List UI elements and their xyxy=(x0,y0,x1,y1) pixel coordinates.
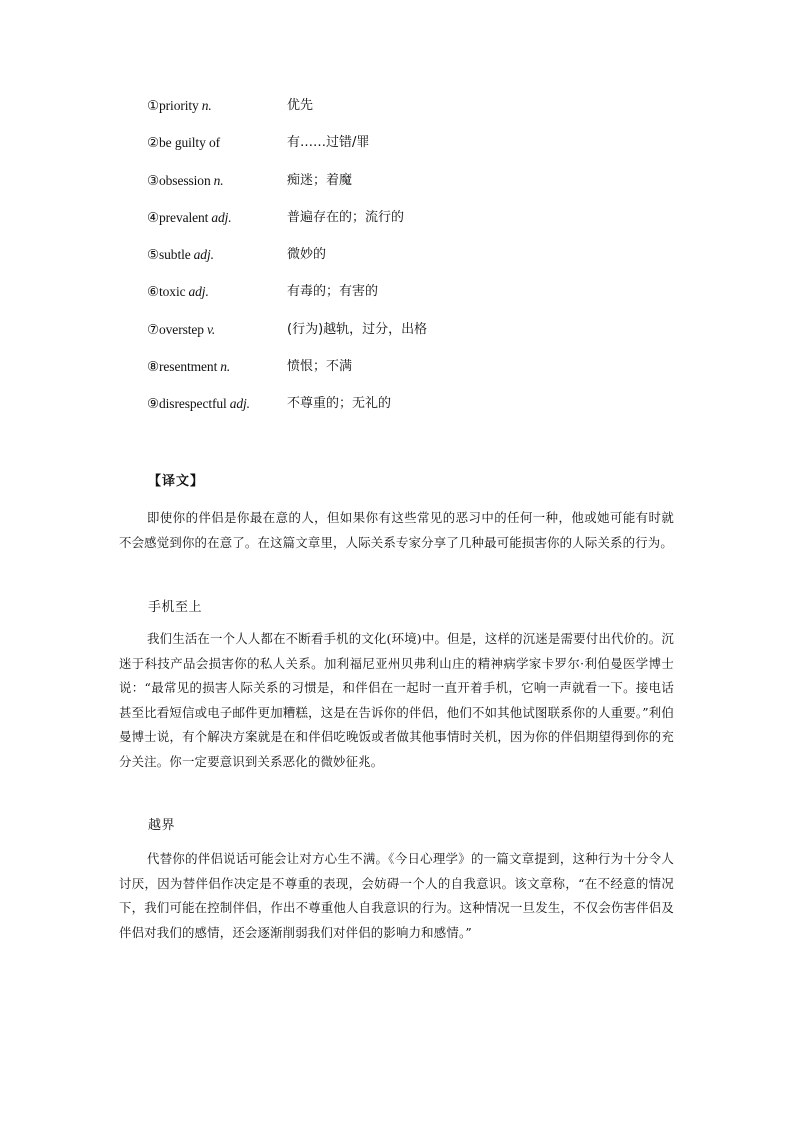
section-paragraph-overstep: 代替你的伴侣说话可能会让对方心生不满。《今日心理学》的一篇文章提到，这种行为十分令人讨厌，因为替伴侣作决定是不尊重的表现，会妨碍一个人的自我意识。该文章称，“在不经意的情况下，我们可能在控制伴侣，作出不尊重他人自我意识的行为。这种情况一旦发生，不仅会伤害伴侣及伴侣对我们的感情，还会逐渐削弱我们对伴侣的影响力和感情。” xyxy=(119,851,674,940)
vocab-item xyxy=(147,97,667,134)
section-heading-phone: 手机至上 xyxy=(148,600,203,615)
vocab-word: ①priority n. xyxy=(147,98,212,113)
intro-paragraph: 即使你的伴侣是你最在意的人，但如果你有这些常见的恶习中的任何一种，他或她可能有时就不会感觉到你的在意了。在这篇文章里，人际关系专家分享了几种最可能损害你的人际关系的行为。 xyxy=(119,510,674,550)
translation-heading: 【译文】 xyxy=(148,474,205,489)
vocab-meaning: 痴迷；着魔 xyxy=(287,172,353,188)
vocab-pos: adj. xyxy=(211,209,232,225)
vocab-pos: adj. xyxy=(193,247,214,263)
vocab-meaning: (行为)越轨，过分，出格 xyxy=(287,321,428,337)
vocab-meaning: 有毒的；有害的 xyxy=(287,284,379,300)
vocab-meaning: 愤恨；不满 xyxy=(287,359,353,375)
vocab-item xyxy=(147,321,667,358)
vocab-meaning: 有……过错/罪 xyxy=(287,135,370,151)
vocab-meaning: 微妙的 xyxy=(287,247,327,263)
vocab-word: ⑦overstep v. xyxy=(147,321,216,337)
vocab-pos: v. xyxy=(206,321,216,337)
vocab-item xyxy=(147,283,667,320)
vocab-word: ⑧resentment n. xyxy=(147,359,231,375)
vocab-item xyxy=(147,209,667,246)
vocabulary-list xyxy=(147,97,667,433)
vocab-word: ④prevalent adj. xyxy=(147,209,232,225)
section-heading-overstep: 越界 xyxy=(148,818,176,833)
section-paragraph-phone: 我们生活在一个人人都在不断看手机的文化(环境)中。但是，这样的沉迷是需要付出代价的。沉迷于科技产品会损害你的私人关系。加利福尼亚州贝弗利山庄的精神病学家卡罗尔·利伯曼医学博士说：“最常见的损害人际关系的习惯是，和伴侣在一起时一直开着手机，它响一声就看一下。接电话甚至比看短信或电子邮件更加糟糕，这是在告诉你的伴侣，他们不如其他试图联系你的人重要。”利伯曼博士说，有个解决方案就是在和伴侣吃晚饭或者做其他事情时关机，因为你的伴侣期望得到你的充分关注。你一定要意识到关系恶化的微妙征兆。 xyxy=(119,631,674,769)
vocab-word: ⑤subtle adj. xyxy=(147,247,214,263)
vocab-item xyxy=(147,358,667,395)
vocab-word: ⑥toxic adj. xyxy=(147,284,209,300)
vocab-pos: n. xyxy=(201,98,212,113)
vocab-word: ③obsession n. xyxy=(147,172,224,188)
vocab-meaning: 优先 xyxy=(287,98,314,113)
vocab-word: ②be guilty of xyxy=(147,135,221,151)
vocab-pos: n. xyxy=(213,172,224,188)
vocab-meaning: 不尊重的；无礼的 xyxy=(287,396,392,412)
vocab-pos: n. xyxy=(220,359,231,375)
vocab-word: ⑨disrespectful adj. xyxy=(147,396,250,412)
vocab-pos: adj. xyxy=(229,396,250,412)
vocab-item xyxy=(147,395,667,432)
vocab-pos: adj. xyxy=(188,284,209,300)
vocab-item xyxy=(147,134,667,171)
vocab-meaning: 普遍存在的；流行的 xyxy=(287,209,405,225)
vocab-item xyxy=(147,172,667,209)
vocab-item xyxy=(147,246,667,283)
